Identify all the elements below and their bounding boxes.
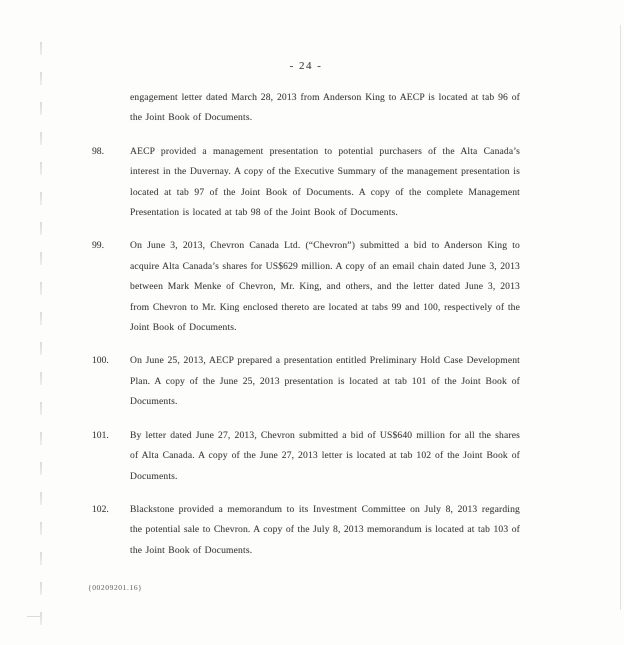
paragraph: [92, 426, 520, 487]
footer-file-number: {00209201.16}: [88, 583, 143, 592]
paragraph: [92, 500, 520, 561]
page-number: - 24 -: [289, 60, 323, 72]
paragraph: [92, 236, 520, 338]
paragraph-list: [92, 88, 520, 561]
paragraph-text: engagement letter dated March 28, 2013 from Anderson King to AECP is located at tab 96 of the Joint Book of Documents.: [130, 92, 520, 124]
paragraph-number: 99.: [92, 240, 104, 252]
scan-corner-mark: [27, 616, 40, 617]
scan-edge-line: [620, 25, 622, 610]
paragraph-number: 102.: [92, 503, 109, 515]
binding-marks: [40, 42, 42, 637]
paragraph-number: 100.: [92, 355, 109, 367]
paragraph-text: By letter dated June 27, 2013, Chevron submitted a bid of US$640 million for all the shares of Alta Canada. A copy of the June 27, 2013 letter is located at tab 102 of the Joint Book of Documents.: [130, 429, 520, 482]
paragraph-number: 101.: [92, 429, 109, 441]
paragraph: [92, 351, 520, 412]
page-content: [92, 60, 520, 574]
paragraph: [92, 88, 520, 129]
paragraph-text: Blackstone provided a memorandum to its Investment Committee on July 8, 2013 regarding the potential sale to Chevron. A copy of the July 8, 2013 memorandum is located at tab 103 of the Joint Book of Documents.: [130, 503, 520, 556]
paragraph-number: 98.: [92, 145, 104, 157]
paragraph-text: On June 25, 2013, AECP prepared a presentation entitled Preliminary Hold Case Development Plan. A copy of the June 25, 2013 presentation is located at tab 101 of the Joint Book of Documents.: [130, 355, 520, 408]
paragraph-text: On June 3, 2013, Chevron Canada Ltd. (“Chevron”) submitted a bid to Anderson King to acquire Alta Canada’s shares for US$629 million. A copy of an email chain dated June 3, 2013 between Mark Menke of Chevron, Mr. King, and others, and the letter dated June 3, 2013 from Chevron to Mr. King enclosed thereto are located at tabs 99 and 100, respectively of the Joint Book of Documents.: [130, 240, 520, 334]
paragraph-number: [92, 88, 130, 129]
paragraph-text: AECP provided a management presentation to potential purchasers of the Alta Canada’s interest in the Duvernay. A copy of the Executive Summary of the management presentation is located at tab 97 of the Joint Book of Documents. A copy of the complete Management Presentation is located at tab 98 of the Joint Book of Documents.: [130, 145, 520, 219]
paragraph: [92, 142, 520, 224]
